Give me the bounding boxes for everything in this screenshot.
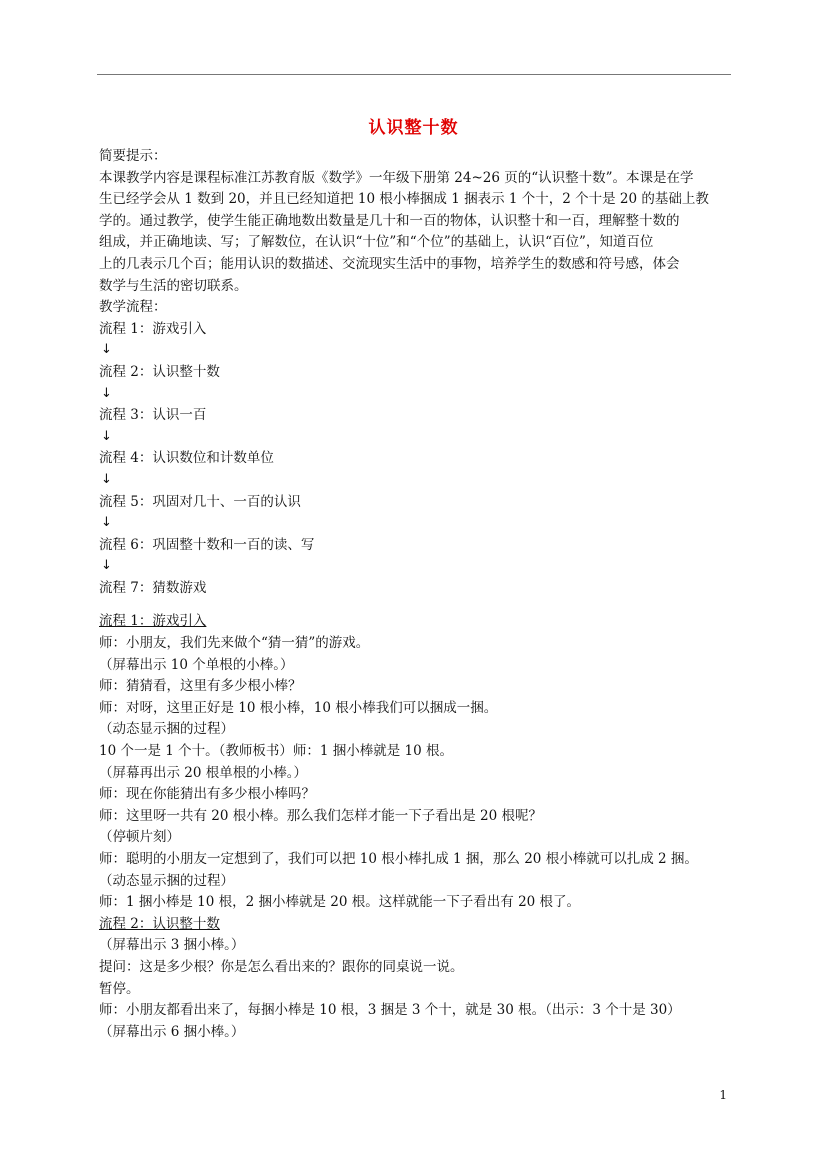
- document-body: [99, 146, 739, 1043]
- section-line: 师：聪明的小朋友一定想到了，我们可以把 10 根小棒扎成 1 捆，那么 20 根小棒就可以扎成 2 捆。: [99, 851, 698, 867]
- summary-line: 数学与生活的密切联系。: [99, 277, 248, 294]
- flow-step: 流程 3：认识一百: [99, 407, 207, 424]
- section-line: （动态显示捆的过程）: [99, 721, 234, 738]
- down-arrow-icon: ↓: [101, 428, 112, 444]
- flow-step: 流程 4：认识数位和计数单位: [99, 450, 274, 467]
- section-line: （停顿片刻）: [99, 829, 180, 846]
- flow-step: 流程 2：认识整十数: [99, 363, 220, 380]
- flow-step: 流程 7：猜数游戏: [99, 579, 207, 596]
- flow-step: 流程 6：巩固整十数和一百的读、写: [99, 536, 315, 553]
- document-title: 认识整十数: [368, 118, 459, 138]
- section-line: （屏幕出示 10 个单根的小棒。）: [99, 656, 294, 673]
- section-line: （屏幕再出示 20 根单根的小棒。）: [99, 764, 308, 781]
- section-line: 10 个一是 1 个十。（教师板书）师：1 捆小棒就是 10 根。: [99, 743, 454, 760]
- section-line: 师：对呀，这里正好是 10 根小棒，10 根小棒我们可以捆成一捆。: [99, 699, 498, 716]
- section-line: （屏幕出示 6 捆小棒。）: [99, 1023, 245, 1040]
- section-line: 师：小朋友都看出来了，每捆小棒是 10 根，3 捆是 3 个十，就是 30 根。（出示：3 个十是 30）: [99, 1002, 681, 1019]
- section-line: 师：这里呀一共有 20 根小棒。那么我们怎样才能一下子看出是 20 根呢？: [99, 807, 543, 824]
- down-arrow-icon: ↓: [101, 515, 112, 531]
- down-arrow-icon: ↓: [101, 342, 112, 358]
- summary-line: 学的。通过教学，使学生能正确地数出数量是几十和一百的物体，认识整十和一百，理解整十数的: [99, 212, 680, 229]
- down-arrow-icon: ↓: [101, 471, 112, 487]
- summary-label: 简要提示：: [99, 148, 167, 164]
- down-arrow-icon: ↓: [101, 385, 112, 401]
- section-line: 师：1 捆小棒是 10 根，2 捆小棒就是 20 根。这样就能一下子看出有 20 根了。: [99, 894, 581, 911]
- summary-line: 本课教学内容是课程标准江苏教育版《数学》一年级下册第 24~26 页的“认识整十数”。本课是在学: [99, 169, 694, 186]
- down-arrow-icon: ↓: [101, 558, 112, 574]
- section-line: （动态显示捆的过程）: [99, 872, 234, 889]
- section-line: 师：现在你能猜出有多少根小棒吗？: [99, 786, 315, 803]
- section-line: 师：小朋友，我们先来做个“猜一猜”的游戏。: [99, 635, 370, 652]
- section-heading: 流程 1：游戏引入: [99, 613, 207, 630]
- section-line: 提问：这是多少根？你是怎么看出来的？跟你的同桌说一说。: [99, 958, 464, 975]
- section-line: 师：猜猜看，这里有多少根小棒？: [99, 678, 302, 695]
- section-heading: 流程 2：认识整十数: [99, 915, 220, 932]
- page-number: 1: [719, 1088, 727, 1102]
- summary-line: 上的几表示几个百；能用认识的数描述、交流现实生活中的事物，培养学生的数感和符号感，体会: [99, 255, 680, 272]
- summary-paragraph: [99, 168, 739, 298]
- section-line: 暂停。: [99, 980, 140, 997]
- flow-label: 教学流程：: [99, 299, 167, 316]
- summary-line: 组成，并正确地读、写；了解数位，在认识“十位”和“个位”的基础上，认识“百位”，知道百位: [99, 234, 654, 251]
- summary-line: 生已经学会从 1 数到 20，并且已经知道把 10 根小棒捆成 1 捆表示 1 个十，2 个十是 20 的基础上教: [99, 191, 709, 208]
- flow-step: 流程 1：游戏引入: [99, 320, 207, 337]
- section-line: （屏幕出示 3 捆小棒。）: [99, 937, 245, 954]
- flow-step: 流程 5：巩固对几十、一百的认识: [99, 493, 301, 510]
- header-rule: [97, 74, 731, 75]
